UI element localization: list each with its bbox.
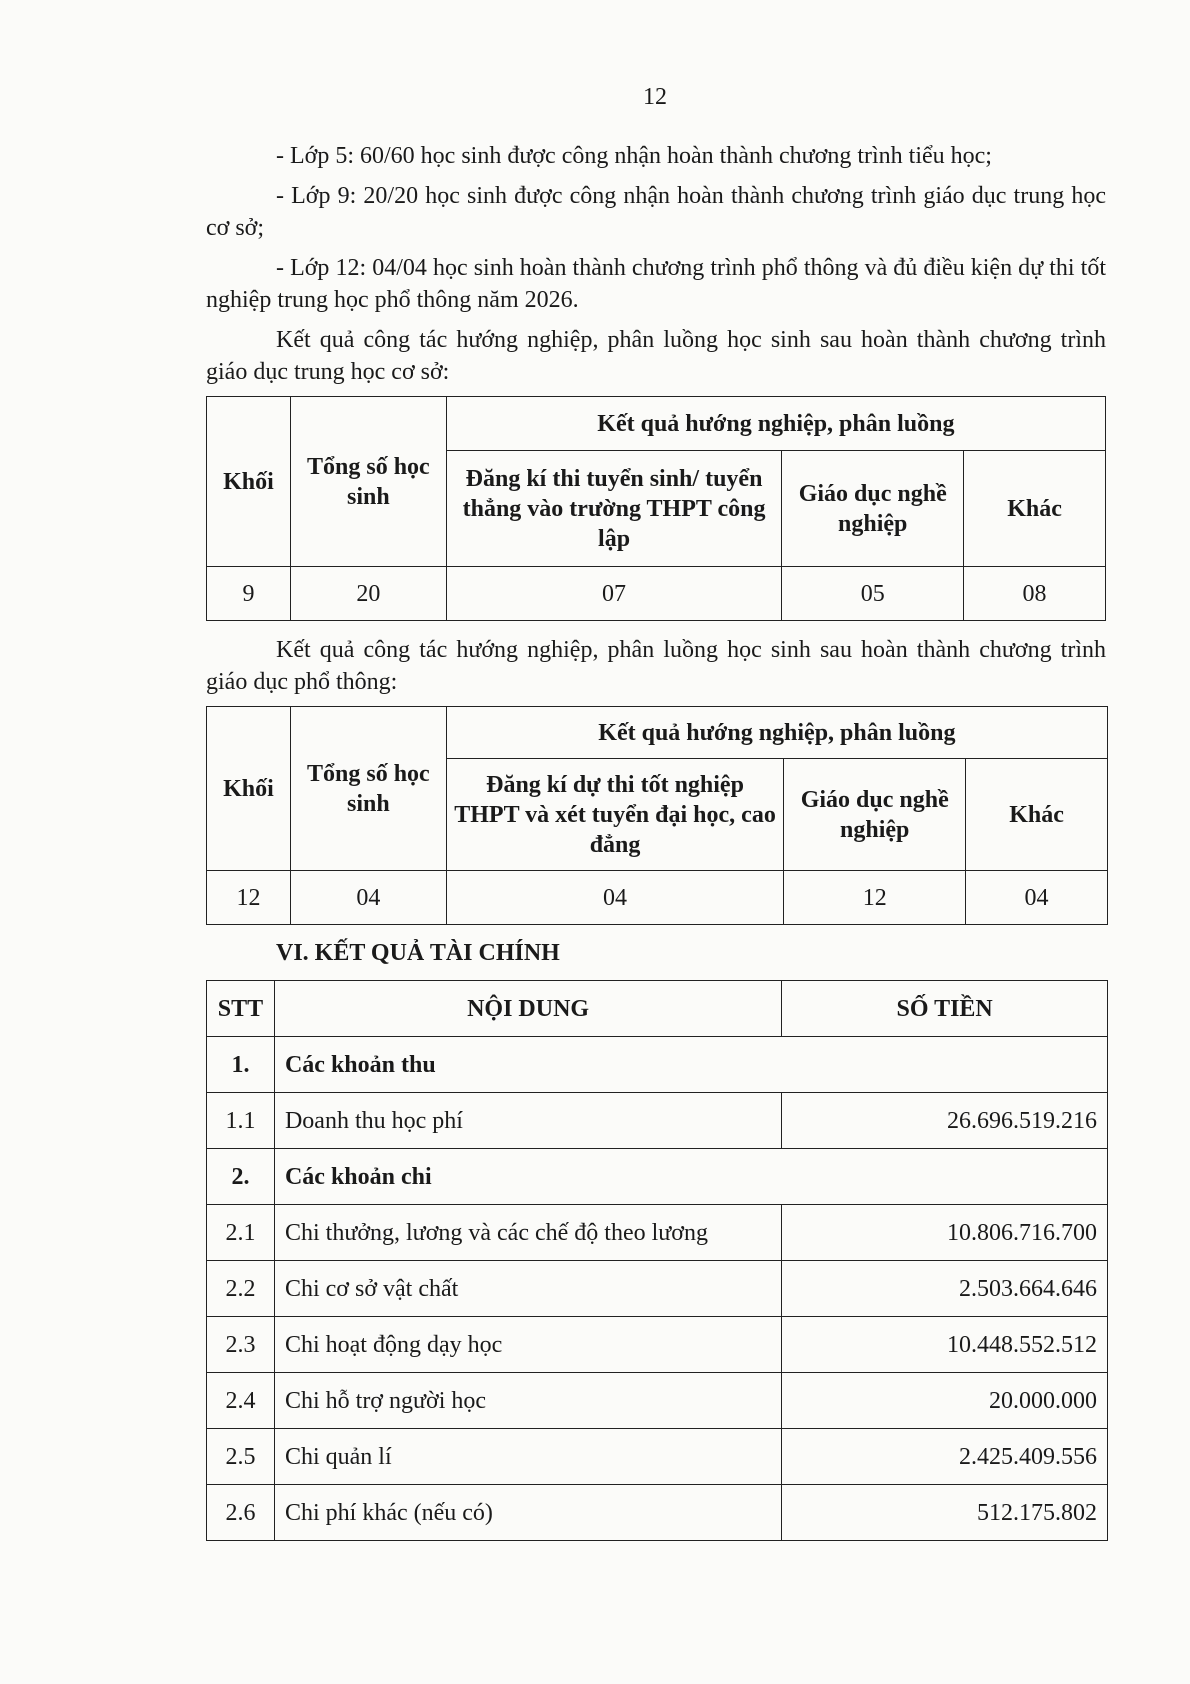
header-khoi: Khối [207, 707, 291, 871]
cell-register: 04 [446, 871, 784, 925]
header-result-group: Kết quả hướng nghiệp, phân luồng [446, 397, 1105, 451]
paragraph-intro-table2: Kết quả công tác hướng nghiệp, phân luồng học sinh sau hoàn thành chương trình giáo dục phổ thông: [206, 637, 1106, 695]
header-vocational: Giáo dục nghề nghiệp [782, 451, 964, 567]
finance-table [206, 980, 1108, 1541]
cell-content: Chi hoạt động dạy học [274, 1317, 781, 1373]
header-other: Khác [966, 759, 1108, 871]
cell-content: Chi phí khác (nếu có) [274, 1485, 781, 1541]
cell-amount: 2.503.664.646 [782, 1261, 1108, 1317]
table-row [207, 1037, 1108, 1093]
table-row [207, 1093, 1108, 1149]
table-row [207, 1149, 1108, 1205]
table-row [207, 1261, 1108, 1317]
header-total-students: Tổng số học sinh [290, 397, 446, 567]
cell-vocational: 12 [784, 871, 966, 925]
cell-stt: 2. [207, 1149, 275, 1205]
cell-stt: 2.6 [207, 1485, 275, 1541]
cell-amount: 10.806.716.700 [782, 1205, 1108, 1261]
header-total-students: Tổng số học sinh [290, 707, 446, 871]
paragraph-intro-table1: Kết quả công tác hướng nghiệp, phân luồng học sinh sau hoàn thành chương trình giáo dục trung học cơ sở: [206, 327, 1106, 385]
header-register-graduation-exam: Đăng kí dự thi tốt nghiệp THPT và xét tuyển đại học, cao đẳng [446, 759, 784, 871]
cell-content: Chi hỗ trợ người học [274, 1373, 781, 1429]
cell-content: Doanh thu học phí [274, 1093, 781, 1149]
paragraph-grade12: - Lớp 12: 04/04 học sinh hoàn thành chương trình phổ thông và đủ điều kiện dự thi tốt nghiệp trung học phổ thông năm 2026. [206, 255, 1106, 313]
cell-khoi: 12 [207, 871, 291, 925]
cell-content: Chi quản lí [274, 1429, 781, 1485]
cell-amount: 20.000.000 [782, 1373, 1108, 1429]
career-guidance-table-highschool [206, 706, 1108, 925]
cell-stt: 1.1 [207, 1093, 275, 1149]
section-heading-finance: VI. KẾT QUẢ TÀI CHÍNH [276, 940, 560, 966]
cell-stt: 2.2 [207, 1261, 275, 1317]
cell-amount: 512.175.802 [782, 1485, 1108, 1541]
header-vocational: Giáo dục nghề nghiệp [784, 759, 966, 871]
cell-content: Chi thưởng, lương và các chế độ theo lương [274, 1205, 781, 1261]
cell-section-title: Các khoản chi [274, 1149, 1107, 1205]
cell-amount: 10.448.552.512 [782, 1317, 1108, 1373]
cell-stt: 1. [207, 1037, 275, 1093]
cell-khoi: 9 [207, 567, 291, 621]
header-amount: SỐ TIỀN [782, 981, 1108, 1037]
header-content: NỘI DUNG [274, 981, 781, 1037]
table-row [207, 1485, 1108, 1541]
cell-register: 07 [446, 567, 782, 621]
header-khoi: Khối [207, 397, 291, 567]
career-guidance-table-secondary [206, 396, 1106, 621]
cell-total: 20 [290, 567, 446, 621]
cell-other: 04 [966, 871, 1108, 925]
page-number: 12 [643, 84, 667, 110]
cell-stt: 2.1 [207, 1205, 275, 1261]
header-register-public-hs: Đăng kí thi tuyển sinh/ tuyển thẳng vào trường THPT công lập [446, 451, 782, 567]
header-result-group: Kết quả hướng nghiệp, phân luồng [446, 707, 1107, 759]
header-other: Khác [964, 451, 1106, 567]
table-row [207, 1317, 1108, 1373]
table-row [207, 871, 1108, 925]
cell-content: Chi cơ sở vật chất [274, 1261, 781, 1317]
table-row [207, 1429, 1108, 1485]
cell-section-title: Các khoản thu [274, 1037, 1107, 1093]
cell-stt: 2.4 [207, 1373, 275, 1429]
cell-vocational: 05 [782, 567, 964, 621]
cell-other: 08 [964, 567, 1106, 621]
paragraph-grade5: - Lớp 5: 60/60 học sinh được công nhận hoàn thành chương trình tiểu học; [276, 143, 992, 169]
table-row [207, 1205, 1108, 1261]
table-row [207, 567, 1106, 621]
cell-amount: 26.696.519.216 [782, 1093, 1108, 1149]
cell-stt: 2.5 [207, 1429, 275, 1485]
table-row [207, 1373, 1108, 1429]
header-stt: STT [207, 981, 275, 1037]
cell-total: 04 [290, 871, 446, 925]
paragraph-grade9: - Lớp 9: 20/20 học sinh được công nhận hoàn thành chương trình giáo dục trung học cơ sở; [206, 183, 1106, 241]
cell-amount: 2.425.409.556 [782, 1429, 1108, 1485]
cell-stt: 2.3 [207, 1317, 275, 1373]
